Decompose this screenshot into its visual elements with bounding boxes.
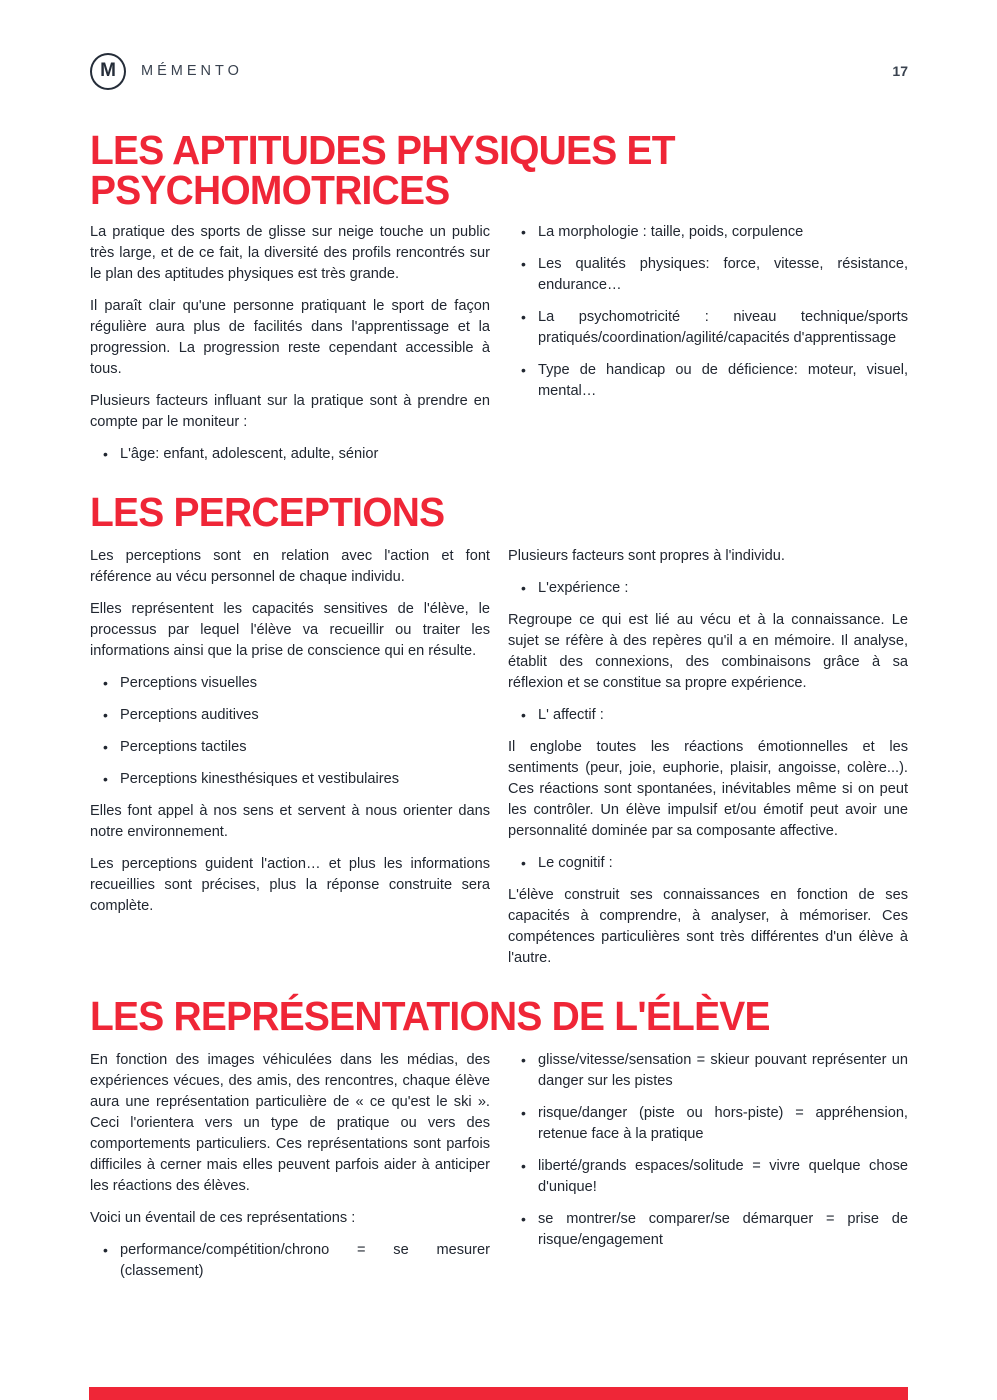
bullet-item: [90, 673, 490, 694]
paragraph: Voici un éventail de ces représentations :: [90, 1210, 356, 1226]
bullet-text: La psychomotricité : niveau technique/sports pratiqués/coordination/agilité/capacités d'apprentissage: [538, 309, 908, 346]
paragraph: Plusieurs facteurs influant sur la pratique sont à prendre en compte par le moniteur :: [90, 393, 490, 430]
bullet-icon: •: [521, 1158, 526, 1174]
section-perceptions-columns: [90, 546, 908, 980]
bullet-item: [508, 1050, 908, 1092]
bullet-item: [508, 705, 908, 726]
bullet-item: [508, 254, 908, 296]
page-number: 17: [892, 63, 908, 79]
bullet-text: glisse/vitesse/sensation = skieur pouvant représenter un danger sur les pistes: [538, 1052, 908, 1089]
bullet-item: [90, 1240, 490, 1282]
section-title-perceptions: LES PERCEPTIONS: [90, 489, 445, 535]
bullet-text: L' affectif :: [538, 707, 604, 723]
bullet-text: L'expérience :: [538, 580, 629, 596]
bullet-text: Perceptions tactiles: [120, 739, 247, 755]
paragraph: En fonction des images véhiculées dans les médias, des expériences vécues, des amis, des rencontres, chaque élève aura une représentation particulière de « ce qu'est le ski ». Ceci l'orientera vers un type de pratique ou vers des comportements particuliers. Ces représentations sont parfois difficiles à cerner mais elles peuvent parfois aider à anticiper les réactions des élèves.: [90, 1052, 490, 1194]
bullet-icon: •: [521, 224, 526, 240]
bullet-icon: •: [103, 1242, 108, 1258]
bullet-text: performance/compétition/chrono = se mesurer (classement): [120, 1242, 490, 1279]
section-aptitudes-right-column: [508, 222, 908, 413]
paragraph: Les perceptions sont en relation avec l'action et font référence au vécu personnel de chaque individu.: [90, 548, 490, 585]
bullet-icon: •: [521, 1105, 526, 1121]
footer-accent-bar: [89, 1387, 908, 1400]
bullet-text: Perceptions auditives: [120, 707, 259, 723]
brand-title: MÉMENTO: [141, 63, 243, 79]
bullet-text: Perceptions visuelles: [120, 675, 258, 691]
bullet-text: Perceptions kinesthésiques et vestibulaires: [120, 771, 400, 787]
bullet-text: Les qualités physiques: force, vitesse, résistance, endurance…: [538, 256, 908, 293]
paragraph: Regroupe ce qui est lié au vécu et à la connaissance. Le sujet se réfère à des repères qu'il a en mémoire. Il analyse, établit des connexions, des combinaisons grâce à sa réflexion et se constitue sa propre expérience.: [508, 612, 908, 691]
paragraph: Plusieurs facteurs sont propres à l'individu.: [508, 548, 785, 564]
page-header: [90, 52, 908, 90]
section-perceptions-left-column: [90, 546, 490, 928]
bullet-text: L'âge: enfant, adolescent, adulte, sénior: [120, 446, 379, 462]
bullet-icon: •: [521, 362, 526, 378]
section-representations-left-column: [90, 1050, 490, 1293]
paragraph: La pratique des sports de glisse sur neige touche un public très large, et de ce fait, la diversité des profils rencontrés sur le plan des aptitudes physiques est très grande.: [90, 224, 490, 282]
bullet-item: [508, 578, 908, 599]
bullet-text: La morphologie : taille, poids, corpulence: [538, 224, 804, 240]
bullet-text: Le cognitif :: [538, 855, 613, 871]
section-aptitudes-left-column: [90, 222, 490, 476]
section-representations-right-column: [508, 1050, 908, 1262]
bullet-icon: •: [521, 1052, 526, 1068]
bullet-item: [508, 1103, 908, 1145]
bullet-text: se montrer/se comparer/se démarquer = prise de risque/engagement: [538, 1211, 908, 1248]
bullet-item: [90, 444, 490, 465]
bullet-icon: •: [521, 707, 526, 723]
bullet-icon: •: [521, 855, 526, 871]
bullet-item: [508, 853, 908, 874]
bullet-text: Type de handicap ou de déficience: moteur, visuel, mental…: [538, 362, 908, 399]
bullet-icon: •: [521, 580, 526, 596]
bullet-item: [508, 1209, 908, 1251]
bullet-icon: •: [103, 446, 108, 462]
section-aptitudes-columns: [90, 222, 908, 476]
section-perceptions-right-column: [508, 546, 908, 980]
section-title-aptitudes: LES APTITUDES PHYSIQUES ET PSYCHOMOTRICES: [90, 127, 675, 213]
paragraph: Elles représentent les capacités sensitives de l'élève, le processus par lequel l'élève va recueillir ou traiter les informations ainsi que la prise de conscience qui en résulte.: [90, 601, 490, 659]
bullet-text: liberté/grands espaces/solitude = vivre quelque chose d'unique!: [538, 1158, 908, 1195]
bullet-item: [508, 360, 908, 402]
bullet-item: [508, 222, 908, 243]
paragraph: Les perceptions guident l'action… et plus les informations recueillies sont précises, plus la réponse construite sera complète.: [90, 856, 490, 914]
bullet-icon: •: [521, 256, 526, 272]
paragraph: Il englobe toutes les réactions émotionnelles et les sentiments (peur, joie, euphorie, plaisir, angoisse, colère...). Ces réactions sont spontanées, inévitables même si on peut les contrôler. Un élève impulsif et/ou émotif peut avoir une personnalité dominée par sa composante affective.: [508, 739, 908, 839]
bullet-item: [90, 737, 490, 758]
bullet-icon: •: [103, 707, 108, 723]
section-representations-columns: [90, 1050, 908, 1293]
bullet-item: [508, 307, 908, 349]
bullet-icon: •: [103, 675, 108, 691]
bullet-item: [90, 705, 490, 726]
bullet-icon: •: [103, 771, 108, 787]
section-title-representations: LES REPRÉSENTATIONS DE L'ÉLÈVE: [90, 993, 770, 1039]
bullet-icon: •: [103, 739, 108, 755]
bullet-text: risque/danger (piste ou hors-piste) = appréhension, retenue face à la pratique: [538, 1105, 908, 1142]
memento-logo-icon: [90, 53, 126, 90]
paragraph: Il paraît clair qu'une personne pratiquant le sport de façon régulière aura plus de facilités dans l'apprentissage et la progression. La progression reste cependant accessible à tous.: [90, 298, 490, 377]
paragraph: L'élève construit ses connaissances en fonction de ses capacités à comprendre, à analyser, à mémoriser. Ces compétences particulières sont très différentes d'un élève à l'autre.: [508, 887, 908, 966]
bullet-icon: •: [521, 309, 526, 325]
bullet-icon: •: [521, 1211, 526, 1227]
bullet-item: [90, 769, 490, 790]
paragraph: Elles font appel à nos sens et servent à nous orienter dans notre environnement.: [90, 803, 490, 840]
logo-letter: M: [100, 60, 116, 81]
bullet-item: [508, 1156, 908, 1198]
